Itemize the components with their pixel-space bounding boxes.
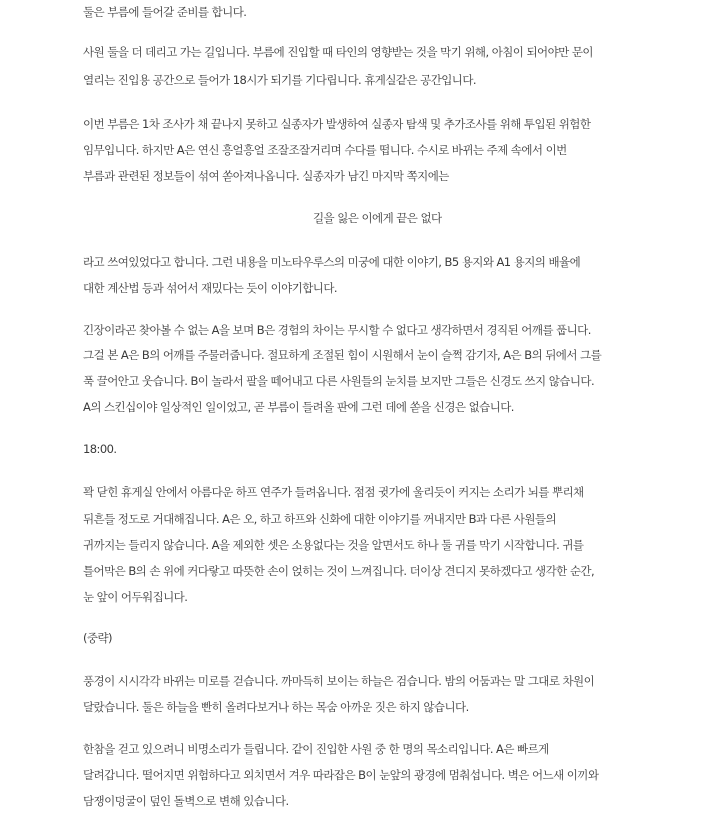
paragraph-line: 이번 부름은 1차 조사가 채 끝나지 못하고 실종자가 발생하여 실종자 탐색 및 추가조사를 위해 투입된 위험한 bbox=[83, 117, 591, 131]
paragraph-line: 사원 둘을 더 데리고 가는 길입니다. 부름에 진입할 때 타인의 영향받는 것을 막기 위해, 아침이 되어야만 문이 bbox=[83, 45, 593, 59]
paragraph-line: 그걸 본 A은 B의 어깨를 주물러줍니다. 절묘하게 조절된 힘이 시원해서 눈이 슬쩍 감기자, A은 B의 뒤에서 그를 bbox=[83, 348, 602, 362]
section-break: (중략) bbox=[83, 631, 112, 645]
paragraph-line: 대한 계산법 등과 섞어서 재밌다는 듯이 이야기합니다. bbox=[83, 281, 338, 295]
paragraph-line: 틀어막은 B의 손 위에 커다랗고 따뜻한 손이 얹히는 것이 느껴집니다. 더이상 견디지 못하겠다고 생각한 순간, bbox=[83, 564, 595, 578]
paragraph-line: 한참을 걷고 있으려니 비명소리가 들립니다. 같이 진입한 사원 중 한 명의 목소리입니다. A은 빠르게 bbox=[83, 742, 549, 756]
paragraph-line: 풍경이 시시각각 바뀌는 미로를 걷습니다. 까마득히 보이는 하늘은 검습니다. 밤의 어둠과는 말 그대로 차원이 bbox=[83, 674, 595, 688]
quoted-note: 길을 잃은 이에게 끝은 없다 bbox=[313, 211, 442, 225]
paragraph-line: 달랐습니다. 둘은 하늘을 빤히 올려다보거나 하는 목숨 아까운 짓은 하지 않습니다. bbox=[83, 700, 469, 714]
paragraph-line: A의 스킨십이야 일상적인 일이었고, 곧 부름이 들려올 판에 그런 데에 쏟을 신경은 없습니다. bbox=[83, 400, 514, 414]
paragraph-line: 라고 쓰여있었다고 합니다. 그런 내용을 미노타우루스의 미궁에 대한 이야기, B5 용지와 A1 용지의 배율에 bbox=[83, 255, 581, 269]
paragraph-line: 꽉 닫힌 휴게실 안에서 아름다운 하프 연주가 들려옵니다. 점점 귓가에 울리듯이 커지는 소리가 뇌를 뿌리채 bbox=[83, 485, 584, 499]
paragraph-line: 푹 끌어안고 웃습니다. B이 놀라서 팔을 떼어내고 다른 사원들의 눈치를 보지만 그들은 신경도 쓰지 않습니다. bbox=[83, 374, 595, 388]
paragraph-line: 담쟁이덩굴이 덮인 돌벽으로 변해 있습니다. bbox=[83, 794, 289, 808]
paragraph-line: 둘은 부름에 들어갈 준비를 합니다. bbox=[83, 5, 247, 19]
paragraph-line: 임무입니다. 하지만 A은 연신 흥얼흥얼 조잘조잘거리며 수다를 떱니다. 수시로 바뀌는 주제 속에서 이번 bbox=[83, 143, 567, 157]
paragraph-line: 눈 앞이 어두워집니다. bbox=[83, 590, 188, 604]
paragraph-line: 귀까지는 들리지 않습니다. A을 제외한 셋은 소용없다는 것을 알면서도 하나 둘 귀를 막기 시작합니다. 귀를 bbox=[83, 538, 584, 552]
paragraph-line: 달려갑니다. 떨어지면 위험하다고 외치면서 겨우 따라잡은 B이 눈앞의 광경에 멈춰섭니다. 벽은 어느새 이끼와 bbox=[83, 768, 599, 782]
time-marker: 18:00. bbox=[83, 442, 117, 456]
paragraph-line: 뒤흔들 정도로 거대해집니다. A은 오, 하고 하프와 신화에 대한 이야기를 꺼내지만 B과 다른 사원들의 bbox=[83, 512, 557, 526]
paragraph-line: 열리는 진입용 공간으로 들어가 18시가 되기를 기다립니다. 휴게실같은 공간입니다. bbox=[83, 73, 477, 87]
paragraph-line: 부름과 관련된 정보들이 섞여 쏟아져나옵니다. 실종자가 남긴 마지막 쪽지에는 bbox=[83, 169, 449, 183]
paragraph-line: 긴장이라곤 찾아볼 수 없는 A을 보며 B은 경험의 차이는 무시할 수 없다고 생각하면서 경직된 어깨를 풉니다. bbox=[83, 323, 591, 337]
